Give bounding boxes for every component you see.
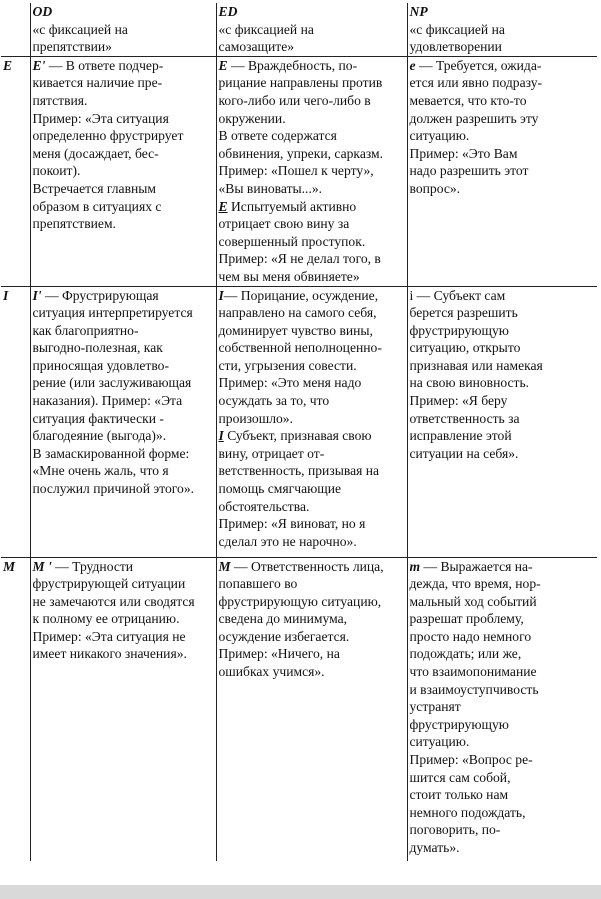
cell-text: к полному ее отрицанию.: [32, 611, 180, 627]
header-code: NP: [409, 4, 428, 19]
type-code-underlined: I: [218, 428, 224, 444]
cell-text: просто надо немного: [409, 628, 532, 644]
type-code: I: [218, 287, 224, 303]
header-code: ED: [218, 4, 238, 19]
cell-text: поговорить, по-: [409, 822, 501, 838]
cell-text: «Вы виноваты...».: [218, 180, 323, 196]
cell-text: немного подождать,: [409, 804, 526, 820]
frustration-types-table: [1, 3, 597, 861]
cell-e-od: [30, 56, 216, 286]
header-cell-ed: [216, 3, 407, 56]
cell-text: фрустрирующую ситуацию,: [218, 593, 382, 609]
type-code: e: [409, 57, 416, 73]
cell-text: фрустрирующую: [409, 716, 509, 732]
header-row: [1, 3, 597, 56]
cell-text: образом в ситуациях с: [32, 198, 162, 214]
header-text: препятствии»: [32, 39, 112, 55]
cell-e-ed: [216, 56, 407, 286]
row-label: E: [1, 56, 30, 286]
cell-text: определенно фрустрирует: [32, 128, 184, 144]
header-text: «с фиксацией на: [409, 21, 505, 37]
cell-text: ответственность за: [409, 410, 520, 426]
cell-text: Пример: «Это Вам: [409, 145, 518, 161]
cell-text: отрицает свою вину за: [218, 216, 350, 232]
cell-text: сведена до минимума,: [218, 611, 348, 627]
cell-text: наказания). Пример: «Эта: [32, 393, 183, 409]
cell-text: как благоприятно-: [32, 322, 139, 338]
cell-text: надо разрешить этот: [409, 163, 529, 179]
cell-text: ситуацию.: [409, 734, 470, 750]
cell-i-ed: [216, 286, 407, 557]
cell-text: — В ответе подчер-: [45, 57, 164, 73]
header-text: «с фиксацией на: [218, 21, 314, 37]
cell-text: Пример: «Эта ситуация: [32, 110, 169, 126]
cell-text: подождать; или же,: [409, 646, 522, 662]
cell-text: попавшего во: [218, 576, 298, 592]
type-code: i: [409, 287, 414, 303]
cell-text: осуждение избегается.: [218, 628, 350, 644]
type-code: M: [218, 558, 231, 574]
cell-text: Пример: «Эта ситуация не: [32, 628, 186, 644]
cell-text: чем вы меня обвиняете»: [218, 268, 360, 284]
cell-text: признавая или намекая: [409, 357, 543, 373]
cell-i-np: [407, 286, 597, 557]
cell-text: приносящая удовлетво-: [32, 357, 169, 373]
row-label: M: [1, 557, 30, 861]
cell-text: Пример: «Я виноват, но я: [218, 516, 366, 532]
cell-text: исправление этой: [409, 428, 512, 444]
cell-text: произошло».: [218, 410, 293, 426]
cell-text: фрустрирующей ситуации: [32, 576, 186, 592]
cell-text: дежда, что время, нор-: [409, 576, 541, 592]
cell-text: выгодно-полезная, как: [32, 340, 163, 356]
cell-text: Испытуемый активно: [227, 198, 357, 214]
cell-text: совершенный проступок.: [218, 233, 366, 249]
header-cell-np: [407, 3, 597, 56]
cell-text: устранят: [409, 699, 461, 715]
cell-text: сти, угрызения совести.: [218, 357, 357, 373]
type-code: M ': [32, 558, 52, 574]
cell-text: осуждать за то, что: [218, 393, 330, 409]
cell-text: кого-либо или чего-либо в: [218, 92, 371, 108]
cell-text: шится сам собой,: [409, 769, 511, 785]
cell-text: собственной неполноценно-: [218, 340, 382, 356]
cell-text: помощь смягчающие: [218, 481, 342, 497]
cell-text: В замаскированной форме:: [32, 445, 190, 461]
cell-i-od: [30, 286, 216, 557]
cell-text: стоит только нам: [409, 787, 509, 803]
cell-m-ed: [216, 557, 407, 861]
cell-text: — Враждебность, по-: [227, 57, 358, 73]
header-text: «с фиксацией на: [32, 21, 128, 37]
header-text: удовлетворении: [409, 39, 502, 55]
cell-text: сделал это не нарочно».: [218, 533, 357, 549]
cell-text: и взаимоуступчивость: [409, 681, 539, 697]
cell-text: ошибках учимся».: [218, 664, 325, 680]
cell-text: рицание направлены против: [218, 75, 383, 91]
cell-text: меня (досаждает, бес-: [32, 145, 159, 161]
cell-text: рение (или заслуживающая: [32, 375, 192, 391]
cell-text: ситуацию, открыто: [409, 340, 521, 356]
cell-text: мальный ход событий: [409, 593, 537, 609]
header-code: OD: [32, 4, 53, 19]
cell-m-od: [30, 557, 216, 861]
cell-text: обстоятельства.: [218, 498, 310, 514]
table-row-i: [1, 286, 597, 557]
cell-text: думать».: [409, 840, 460, 855]
cell-text: обвинения, упреки, сарказм.: [218, 145, 384, 161]
cell-text: Пример: «Пошел к черту»,: [218, 163, 374, 179]
cell-text: послужил причиной этого».: [32, 481, 195, 497]
cell-text: доминирует чувство вины,: [218, 322, 373, 338]
cell-text: мевается, что кто-то: [409, 92, 527, 108]
cell-text: препятствием.: [32, 216, 116, 232]
type-code: I': [32, 287, 42, 303]
cell-text: Встречается главным: [32, 180, 157, 196]
cell-text: В ответе содержатся: [218, 128, 337, 144]
cell-text: — Ответственность лица,: [230, 558, 384, 574]
row-label: I: [1, 286, 30, 557]
cell-text: кивается наличие пре-: [32, 75, 163, 91]
cell-text: вину, отрицает от-: [218, 445, 325, 461]
cell-text: пятствия.: [32, 92, 88, 108]
cell-text: ветственность, призывая на: [218, 463, 380, 479]
cell-text: Пример: «Я не делал того, в: [218, 251, 381, 267]
table-row-m: [1, 557, 597, 861]
cell-text: Пример: «Я беру: [409, 393, 508, 409]
cell-text: должен разрешить эту: [409, 110, 539, 126]
cell-text: вопрос».: [409, 180, 461, 196]
cell-text: Пример: «Вопрос ре-: [409, 752, 533, 768]
cell-text: ется или явно подразу-: [409, 75, 543, 91]
cell-text: направлено на самого себя,: [218, 305, 377, 321]
cell-text: на свою виновность.: [409, 375, 530, 391]
table-row-e: [1, 56, 597, 286]
header-cell-od: [30, 3, 216, 56]
cell-text: ситуация интерпретируется: [32, 305, 193, 321]
header-text: самозащите»: [218, 39, 295, 55]
cell-text: — Субъект сам: [413, 287, 506, 303]
cell-text: ситуации на себя».: [409, 445, 519, 461]
cell-text: Субъект, признавая свою: [223, 428, 372, 444]
type-code: m: [409, 558, 421, 574]
cell-text: покоит).: [32, 163, 81, 179]
cell-text: берется разрешить: [409, 305, 518, 321]
cell-text: ситуация фактически -: [32, 410, 164, 426]
cell-text: не замечаются или сводятся: [32, 593, 195, 609]
header-corner-cell: [1, 3, 30, 56]
type-code-underlined: E: [218, 198, 228, 214]
cell-e-np: [407, 56, 597, 286]
cell-text: «Мне очень жаль, что я: [32, 463, 169, 479]
cell-text: ситуацию.: [409, 128, 470, 144]
cell-text: фрустрирующую: [409, 322, 509, 338]
cell-text: — Порицание, осуждение,: [223, 287, 379, 303]
cell-text: что взаимопонимание: [409, 664, 537, 680]
type-code: E': [32, 57, 46, 73]
bottom-gray-strip: [0, 885, 601, 899]
cell-text: — Требуется, ожида-: [415, 57, 542, 73]
cell-text: Пример: «Это меня надо: [218, 375, 362, 391]
cell-text: — Выражается на-: [420, 558, 533, 574]
cell-text: имеет никакого значения».: [32, 646, 187, 662]
cell-text: — Трудности: [51, 558, 134, 574]
cell-text: Пример: «Ничего, на: [218, 646, 340, 662]
cell-text: разрешат проблему,: [409, 611, 524, 627]
cell-text: окружении.: [218, 110, 286, 126]
cell-m-np: [407, 557, 597, 861]
cell-text: — Фрустрирующая: [41, 287, 159, 303]
type-code: E: [218, 57, 228, 73]
cell-text: благодеяние (выгода)».: [32, 428, 167, 444]
